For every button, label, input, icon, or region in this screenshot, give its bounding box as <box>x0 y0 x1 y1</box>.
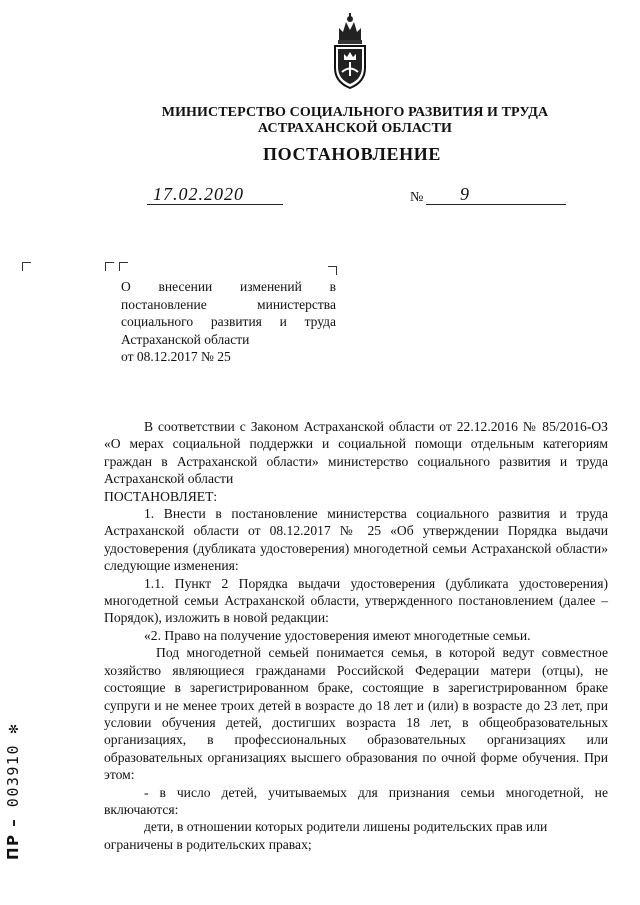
body-paragraph: «2. Право на получение удостоверения имеют многодетные семьи. <box>144 627 531 643</box>
corner-bracket-left <box>22 262 31 271</box>
registration-stamp <box>4 723 22 860</box>
coat-of-arms-icon <box>327 10 373 90</box>
ministry-name-line1: МИНИСТЕРСТВО СОЦИАЛЬНОГО РАЗВИТИЯ И ТРУДА <box>161 105 549 120</box>
corner-bracket-subject-right <box>328 266 337 275</box>
stamp-mark: ✻ <box>4 722 22 734</box>
ministry-name <box>0 105 640 137</box>
body-paragraph: Под многодетной семьей понимается семья, в которой ведут совместное хозяйство являющиеся гражданами Российской Федерации матери (отцы), не состоящие в зарегистрированном браке, состоящие в зарегистрированном браке супруги и не менее троих детей в возрасте до 18 лет и (или) в возрасте до 23 лет, при условии обучения детей, достигших возраста 18 лет, в общеобразовательных организациях, в профессиональных образовательных организациях или образовательных организациях высшего образования по очной форме обучения. При этом: <box>104 645 608 783</box>
document-number: 9 <box>426 184 566 205</box>
corner-bracket-subject-left-inner <box>119 262 128 271</box>
document-date: 17.02.2020 <box>147 184 283 205</box>
body-paragraph: 1. Внести в постановление министерства социального развития и труда Астраханской области от 08.12.2017 № 25 «Об утверждении Порядка выдачи удостоверения (дубликата удостоверения) многодетной семьи Астраханской области» следующие изменения: <box>104 506 608 574</box>
document-body <box>104 418 608 853</box>
number-sign: № <box>410 190 424 205</box>
subject-line: от 08.12.2017 № 25 <box>121 349 231 364</box>
corner-bracket-subject-left <box>105 262 114 271</box>
subject-line: социального развития и труда <box>121 314 336 329</box>
stamp-code: 003910 <box>4 744 22 808</box>
body-paragraph: 1.1. Пункт 2 Порядка выдачи удостоверения (дубликата удостоверения) многодетной семьи Астраханской области, утвержденного постановлением (далее – Порядок), изложить в новой редакции: <box>104 575 608 626</box>
body-paragraph: В соответствии с Законом Астраханской области от 22.12.2016 № 85/2016-ОЗ «О мерах социальной поддержки и социальной помощи отдельным категориям граждан в Астраханской области» министерство социального развития и труда Астраханской области <box>104 419 608 487</box>
body-paragraph: - в число детей, учитываемых для признания семьи многодетной, не включаются: <box>104 784 608 817</box>
resolves-heading: ПОСТАНОВЛЯЕТ: <box>104 488 218 504</box>
subject-line: постановление министерства <box>121 296 336 312</box>
subject-line: О внесении изменений в <box>121 279 336 294</box>
stamp-prefix: ПР – <box>4 817 22 860</box>
body-paragraph: дети, в отношении которых родители лишены родительских прав или ограничены в родительских правах; <box>104 819 548 852</box>
document-subject <box>121 278 336 366</box>
ministry-name-line2: АСТРАХАНСКОЙ ОБЛАСТИ <box>257 121 452 136</box>
document-type: ПОСТАНОВЛЕНИЕ <box>263 144 441 164</box>
subject-line: Астраханской области <box>121 331 250 347</box>
